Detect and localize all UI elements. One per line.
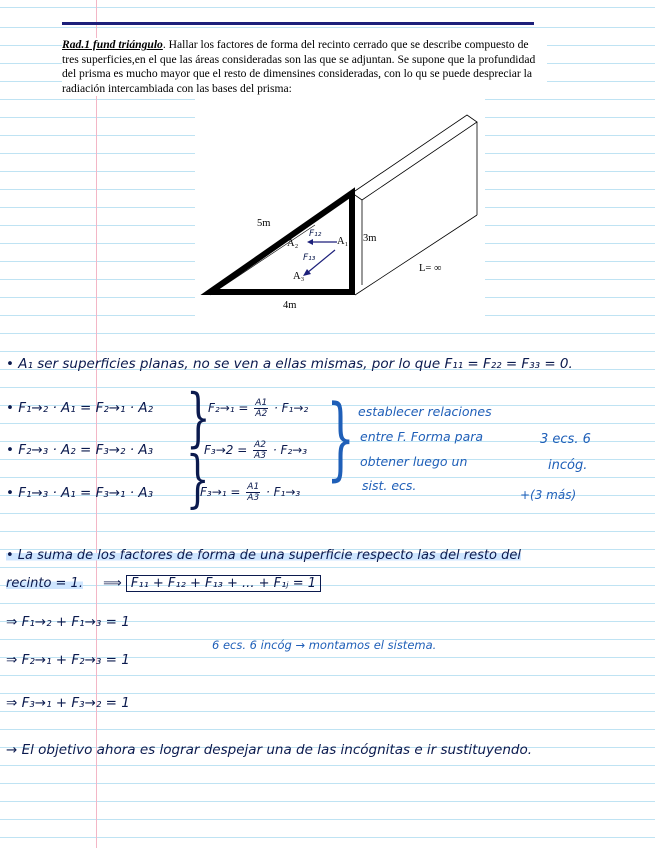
summation-eq-3: ⇒ F₃→₁ + F₃→₂ = 1 bbox=[6, 695, 130, 711]
label-4m: 4m bbox=[283, 300, 297, 311]
relation-1-den: A2 bbox=[255, 409, 268, 419]
top-rule bbox=[62, 22, 534, 25]
label-3m: 3m bbox=[363, 233, 377, 244]
left-brace-1: } bbox=[186, 381, 211, 455]
prism-drawing bbox=[195, 95, 485, 317]
relation-3-den: A3 bbox=[247, 493, 260, 503]
summation-rule-text-cont: recinto = 1. bbox=[6, 576, 83, 591]
arrow-f12-head bbox=[307, 239, 313, 245]
label-a2: A₂ bbox=[287, 238, 299, 249]
count-note-1: 3 ecs. 6 bbox=[540, 432, 591, 447]
right-brace: } bbox=[326, 386, 355, 491]
prism-top-face bbox=[352, 115, 477, 200]
triangle-prism-figure bbox=[195, 95, 485, 317]
problem-title: Rad.1 fund triángulo bbox=[62, 38, 163, 51]
prism-right-depth-line bbox=[355, 215, 477, 295]
summation-eq-2: ⇒ F₂→₁ + F₂→₃ = 1 bbox=[6, 652, 130, 668]
relation-3-num: A1 bbox=[247, 482, 260, 492]
relation-1-num: A1 bbox=[255, 398, 268, 408]
relation-2-fraction bbox=[253, 440, 267, 461]
problem-statement bbox=[62, 38, 547, 96]
count-note-3: +(3 más) bbox=[520, 488, 577, 502]
relation-2-rhs: · F₂→₃ bbox=[272, 443, 308, 457]
summation-eq-1: ⇒ F₁→₂ + F₁→₃ = 1 bbox=[6, 614, 130, 630]
system-note: 6 ecs. 6 incóg → montamos el sistema. bbox=[212, 638, 437, 652]
note-relation-2 bbox=[204, 440, 307, 461]
label-a1: A₁ bbox=[337, 236, 349, 247]
note-relation-3 bbox=[200, 482, 300, 503]
relation-2-den: A3 bbox=[254, 451, 266, 461]
label-5m: 5m bbox=[257, 218, 271, 229]
notebook-margin-line bbox=[96, 0, 97, 848]
final-note: → El objetivo ahora es lograr despejar una de las incógnitas e ir sustituyendo. bbox=[6, 742, 532, 758]
side-note-1: establecer relaciones bbox=[358, 404, 492, 419]
count-note-2: incóg. bbox=[548, 458, 588, 473]
side-note-2: entre F. Forma para bbox=[360, 429, 484, 444]
relation-1-lhs: F₂→₁ = bbox=[208, 401, 249, 415]
note-planar-surfaces: • A₁ ser superficies planas, no se ven a ellas mismas, por lo que F₁₁ = F₂₂ = F₃₃ = 0. bbox=[6, 356, 573, 372]
relation-2-lhs: F₃→2 = bbox=[204, 443, 248, 457]
relation-1-fraction bbox=[254, 398, 268, 419]
summation-rule-text: • La suma de los factores de forma de una superficie respecto las del resto del bbox=[6, 548, 521, 563]
left-brace-2: } bbox=[185, 442, 210, 515]
problem-body: . Hallar los factores de forma del recinto cerrado que se describe compuesto de tres superficies,en el que las áreas consideradas son las que se adjuntan. Se supone que la profundidad del prisma es mucho mayor que el resto de dimensines consideradas, con lo qu se puede despreciar la radiación intercambiada con las bases del prisma: bbox=[62, 38, 536, 95]
side-note-4: sist. ecs. bbox=[362, 478, 417, 493]
relation-3-lhs: F₃→₁ = bbox=[200, 485, 241, 499]
side-note-3: obtener luego un bbox=[360, 454, 468, 469]
relation-3-fraction bbox=[246, 482, 260, 503]
summation-boxed-eq: F₁₁ + F₁₂ + F₁₃ + ... + F₁ⱼ = 1 bbox=[126, 575, 321, 592]
note-relation-1 bbox=[208, 398, 308, 419]
label-f13: F₁₃ bbox=[303, 253, 316, 263]
relation-3-rhs: · F₁→₃ bbox=[266, 485, 301, 499]
note-reciprocity-2: • F₂→₃ · A₂ = F₃→₂ · A₃ bbox=[6, 442, 153, 458]
note-summation-rule-cont bbox=[6, 576, 321, 591]
note-summation-rule bbox=[6, 548, 521, 563]
relation-1-rhs: · F₁→₂ bbox=[274, 401, 309, 415]
relation-2-num: A2 bbox=[254, 440, 266, 450]
summation-arrow: ⟹ bbox=[103, 576, 122, 591]
note-reciprocity-1: • F₁→₂ · A₁ = F₂→₁ · A₂ bbox=[6, 400, 153, 416]
label-f12: F₁₂ bbox=[309, 229, 322, 239]
label-a3: A₃ bbox=[293, 271, 305, 282]
note-reciprocity-3: • F₁→₃ · A₁ = F₃→₁ · A₃ bbox=[6, 485, 153, 501]
label-length: L= ∞ bbox=[419, 263, 442, 274]
